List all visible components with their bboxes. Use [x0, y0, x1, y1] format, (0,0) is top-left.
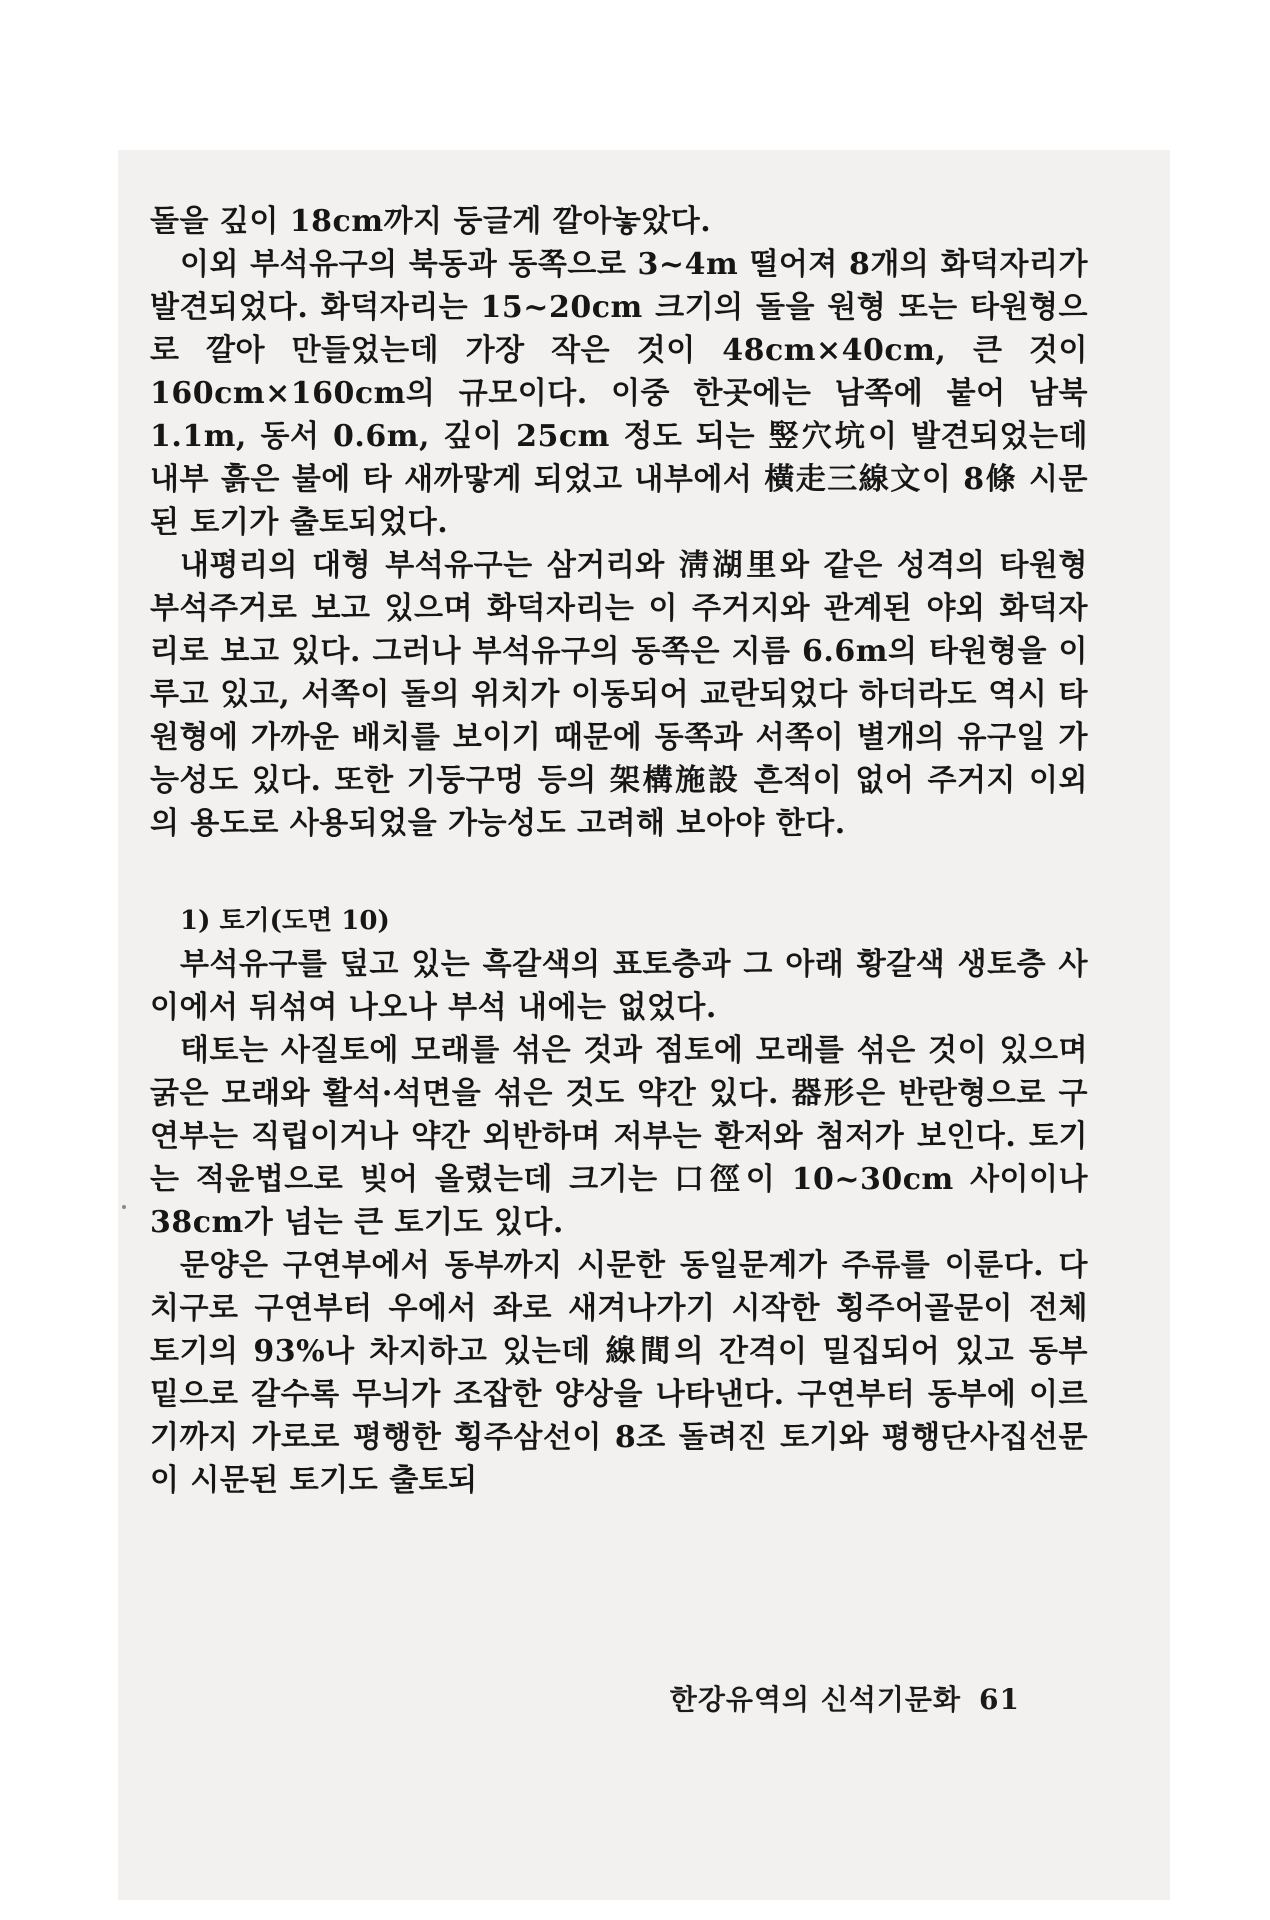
body-text [150, 200, 1088, 1502]
section-heading: 1) 토기(도면 10) [180, 906, 390, 936]
paragraph: 문양은 구연부에서 동부까지 시문한 동일문계가 주류를 이룬다. 다치구로 구연부터 우에서 좌로 새겨나가기 시작한 횡주어골문이 전체 토기의 93%나 차지하고 있는데 線間의 간격이 밀집되어 있고 동부 밑으로 갈수록 무늬가 조잡한 양상을 나타낸다. 구연부터 동부에 이르기까지 가로로 평행한 횡주삼선이 8조 돌려진 토기와 평행단사집선문이 시문된 토기도 출토되 [150, 1248, 1088, 1498]
paragraph: 태토는 사질토에 모래를 섞은 것과 점토에 모래를 섞은 것이 있으며 굵은 모래와 활석·석면을 섞은 것도 약간 있다. 器形은 반란형으로 구연부는 직립이거나 약간 외반하며 저부는 환저와 첨저가 보인다. 토기는 적윤법으로 빚어 올렸는데 크기는 口徑이 10~30cm 사이이나 38cm가 넘는 큰 토기도 있다. [150, 1033, 1088, 1240]
page-number: 61 [979, 1683, 1020, 1716]
page-footer [670, 1678, 1020, 1718]
paragraph: 내평리의 대형 부석유구는 삼거리와 淸湖里와 같은 성격의 타원형 부석주거로 보고 있으며 화덕자리는 이 주거지와 관계된 야외 화덕자리로 보고 있다. 그러나 부석유구의 동쪽은 지름 6.6m의 타원형을 이루고 있고, 서쪽이 돌의 위치가 이동되어 교란되었다 하더라도 역시 타원형에 가까운 배치를 보이기 때문에 동쪽과 서쪽이 별개의 유구일 가능성도 있다. 또한 기둥구멍 등의 架構施設 흔적이 없어 주거지 이외의 용도로 사용되었을 가능성도 고려해 보아야 한다. [150, 548, 1088, 841]
scan-speck [122, 1205, 126, 1209]
paragraph: 부석유구를 덮고 있는 흑갈색의 표토층과 그 아래 황갈색 생토층 사이에서 뒤섞여 나오나 부석 내에는 없었다. [150, 947, 1088, 1025]
paragraph: 이외 부석유구의 북동과 동쪽으로 3~4m 떨어져 8개의 화덕자리가 발견되었다. 화덕자리는 15~20cm 크기의 돌을 원형 또는 타원형으로 깔아 만들었는데 가장 작은 것이 48cm×40cm, 큰 것이 160cm×160cm의 규모이다. 이중 한곳에는 남쪽에 붙어 남북 1.1m, 동서 0.6m, 깊이 25cm 정도 되는 竪穴坑이 발견되었는데 내부 흙은 불에 타 새까맣게 되었고 내부에서 橫走三線文이 8條 시문된 토기가 출토되었다. [150, 247, 1088, 540]
running-title: 한강유역의 신석기문화 [669, 1683, 962, 1716]
paragraph: 돌을 깊이 18cm까지 둥글게 깔아놓았다. [150, 204, 712, 239]
